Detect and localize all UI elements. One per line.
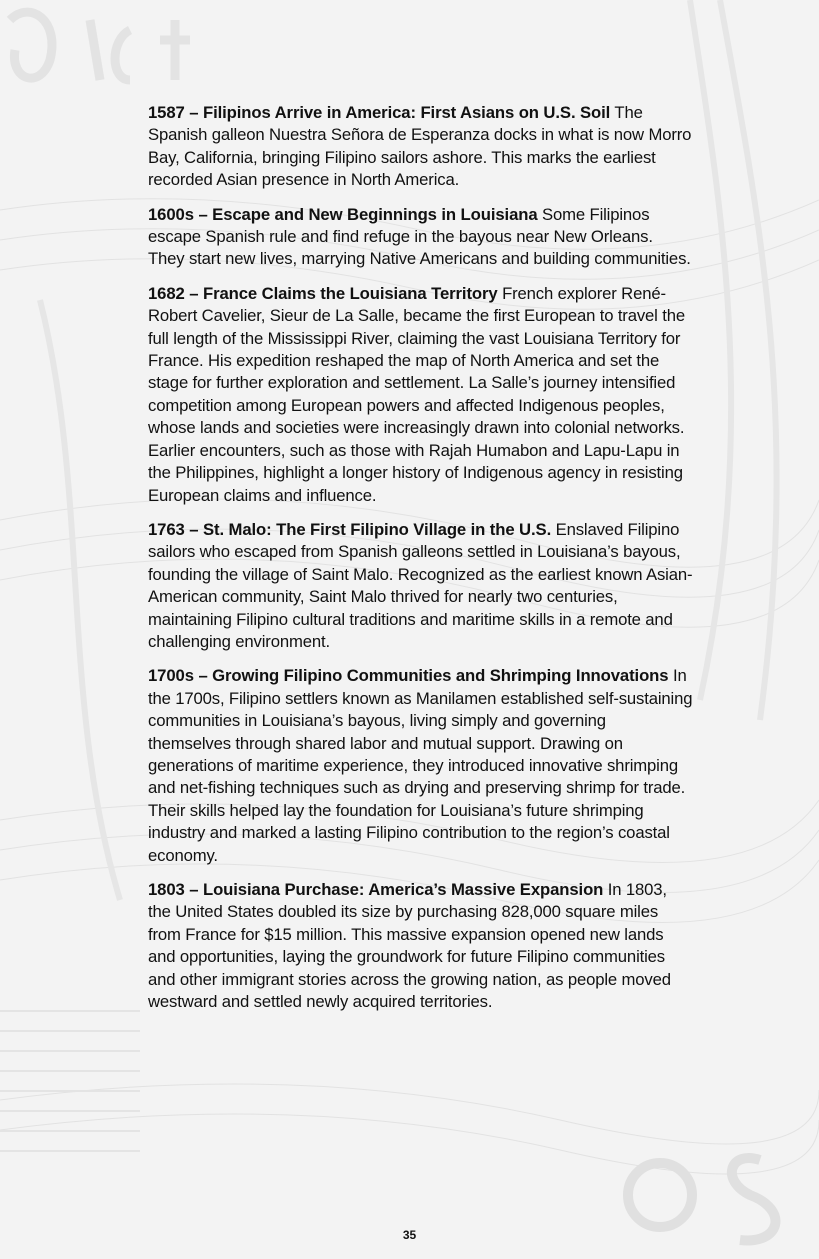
entry-heading: 1803 – Louisiana Purchase: America’s Massive Expansion [148,880,604,899]
timeline-content [148,102,693,1025]
entry-heading: 1700s – Growing Filipino Communities and Shrimping Innovations [148,666,669,686]
entry-body: French explorer René-Robert Cavelier, Sieur de La Salle, became the first European to travel the full length of the Mississippi River, claiming the vast Louisiana Territory for France. His expedition reshaped the map of North America and set the stage for further exploration and settlement. La Salle’s journey intensified competition among European powers and affected Indigenous peoples, whose lands and societies were increasingly drawn into colonial networks. Earlier encounters, such as those with Rajah Humabon and Lapu-Lapu in the Philippines, highlight a longer history of Indigenous agency in resisting European claims and influence. [148,283,685,505]
timeline-entry [148,204,693,271]
timeline-entry [148,665,693,867]
entry-heading: 1587 – Filipinos Arrive in America: First Asians on U.S. Soil [148,103,611,122]
entry-body: Some Filipinos escape Spanish rule and find refuge in the bayous near New Orleans. They start new lives, marrying Native Americans and building communities. [148,204,691,269]
page-number: 35 [402,1228,417,1242]
entry-heading: 1682 – France Claims the Louisiana Territory [148,283,498,303]
entry-body: Enslaved Filipino sailors who escaped from Spanish galleons settled in Louisiana’s bayous, founding the village of Saint Malo. Recognized as the earliest known Asian-American community, Saint Malo thrived for nearly two centuries, maintaining Filipino cultural traditions and maritime skills in a remote and challenging environment. [148,519,693,651]
timeline-entry [148,519,693,653]
entry-body: In the 1700s, Filipino settlers known as Manilamen established self-sustaining communities in Louisiana’s bayous, living simply and governing themselves through shared labor and mutual support. Drawing on generations of maritime experience, they introduced innovative shrimping and net-fishing techniques such as drying and preserving shrimp for trade. Their skills helped lay the foundation for Louisiana’s future shrimping industry and marked a lasting Filipino contribution to the region’s coastal economy. [148,666,693,865]
entry-body: In 1803, the United States doubled its size by purchasing 828,000 square miles from France for $15 million. This massive expansion opened new lands and opportunities, laying the groundwork for future Filipino communities and other immigrant stories across the growing nation, as people moved westward and settled newly acquired territories. [148,880,671,1012]
timeline-entry [148,879,693,1013]
entry-body: The Spanish galleon Nuestra Señora de Esperanza docks in what is now Morro Bay, California, bringing Filipino sailors ashore. This marks the earliest recorded Asian presence in North America. [148,103,692,190]
entry-heading: 1763 – St. Malo: The First Filipino Village in the U.S. [148,519,552,539]
timeline-entry [148,102,693,192]
entry-heading: 1600s – Escape and New Beginnings in Louisiana [148,204,538,224]
timeline-entry [148,283,693,507]
